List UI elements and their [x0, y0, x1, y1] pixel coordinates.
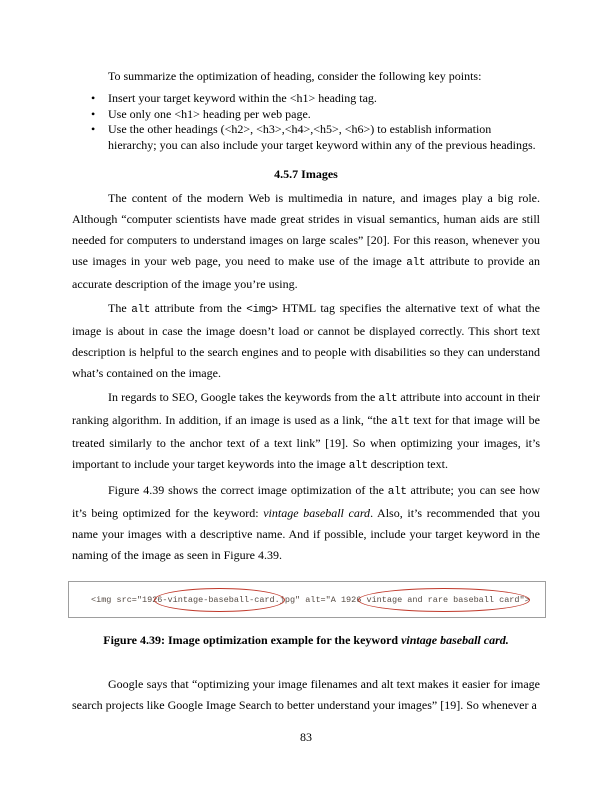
paragraph-google-quote: Google says that “optimizing your image filenames and alt text makes it easier for image search projects like Google Image Search to better understand your images” [19]. So whenever a [72, 677, 540, 712]
red-ellipse-annotation: -vintage-baseball-card [162, 595, 275, 605]
paragraph-alt-attribute: The alt attribute from the <img> HTML tag specifies the alternative text of what the image is about in case the image doesn’t load or cannot be displayed correctly. This short text description is helpful to the search engines and to people with disabilities so they can understand what’s contained on the image. [72, 301, 541, 380]
paragraph-figure-reference: Figure 4.39 shows the correct image optimization of the alt attribute; you can see how it’s being optimized for the keyword: vintage baseball card. Also, it’s recommended that you name your images with a descriptive name. And if possible, include your target keyword in the naming of the image as seen in Figure 4.39. [72, 483, 540, 562]
bullet-item: • Use only one <h1> heading per web page. [72, 107, 540, 123]
red-ellipse-annotation: vintage and rare baseball card [366, 595, 520, 605]
page-number: 83 [300, 730, 312, 744]
code-line: <img src="1926-vintage-baseball-card.jpg" alt="A 1926 vintage and rare baseball card"> [91, 595, 530, 605]
page-content [72, 68, 540, 719]
figure-code-box [68, 581, 546, 618]
intro-paragraph: To summarize the optimization of heading, consider the following key points: [108, 69, 482, 83]
section-heading: 4.5.7 Images [274, 167, 338, 181]
paragraph-images-intro: The content of the modern Web is multimedia in nature, and images play a big role. Although “computer scientists have made great strides in visual semantics, human aids are still needed for computers to understand images on large scales” [20]. For this reason, whenever you use images in your web page, you need to make use of the image alt attribute to provide an accurate description of the image you’re using. [72, 191, 541, 291]
bullet-item: • Use the other headings (<h2>, <h3>,<h4>,<h5>, <h6>) to establish information hierarchy; you can also include your target keyword within any of the previous headings. [72, 122, 540, 153]
bullet-list [72, 91, 540, 153]
bullet-item: • Insert your target keyword within the <h1> heading tag. [72, 91, 540, 107]
figure-caption: Figure 4.39: Image optimization example for the keyword vintage baseball card. [103, 633, 509, 647]
paragraph-seo-ranking: In regards to SEO, Google takes the keywords from the alt attribute into account in their ranking algorithm. In addition, if an image is used as a link, “the alt text for that image will be treated similarly to the anchor text of a text link” [19]. So when optimizing your images, it’s important to include your target keywords into the image alt description text. [72, 390, 540, 472]
